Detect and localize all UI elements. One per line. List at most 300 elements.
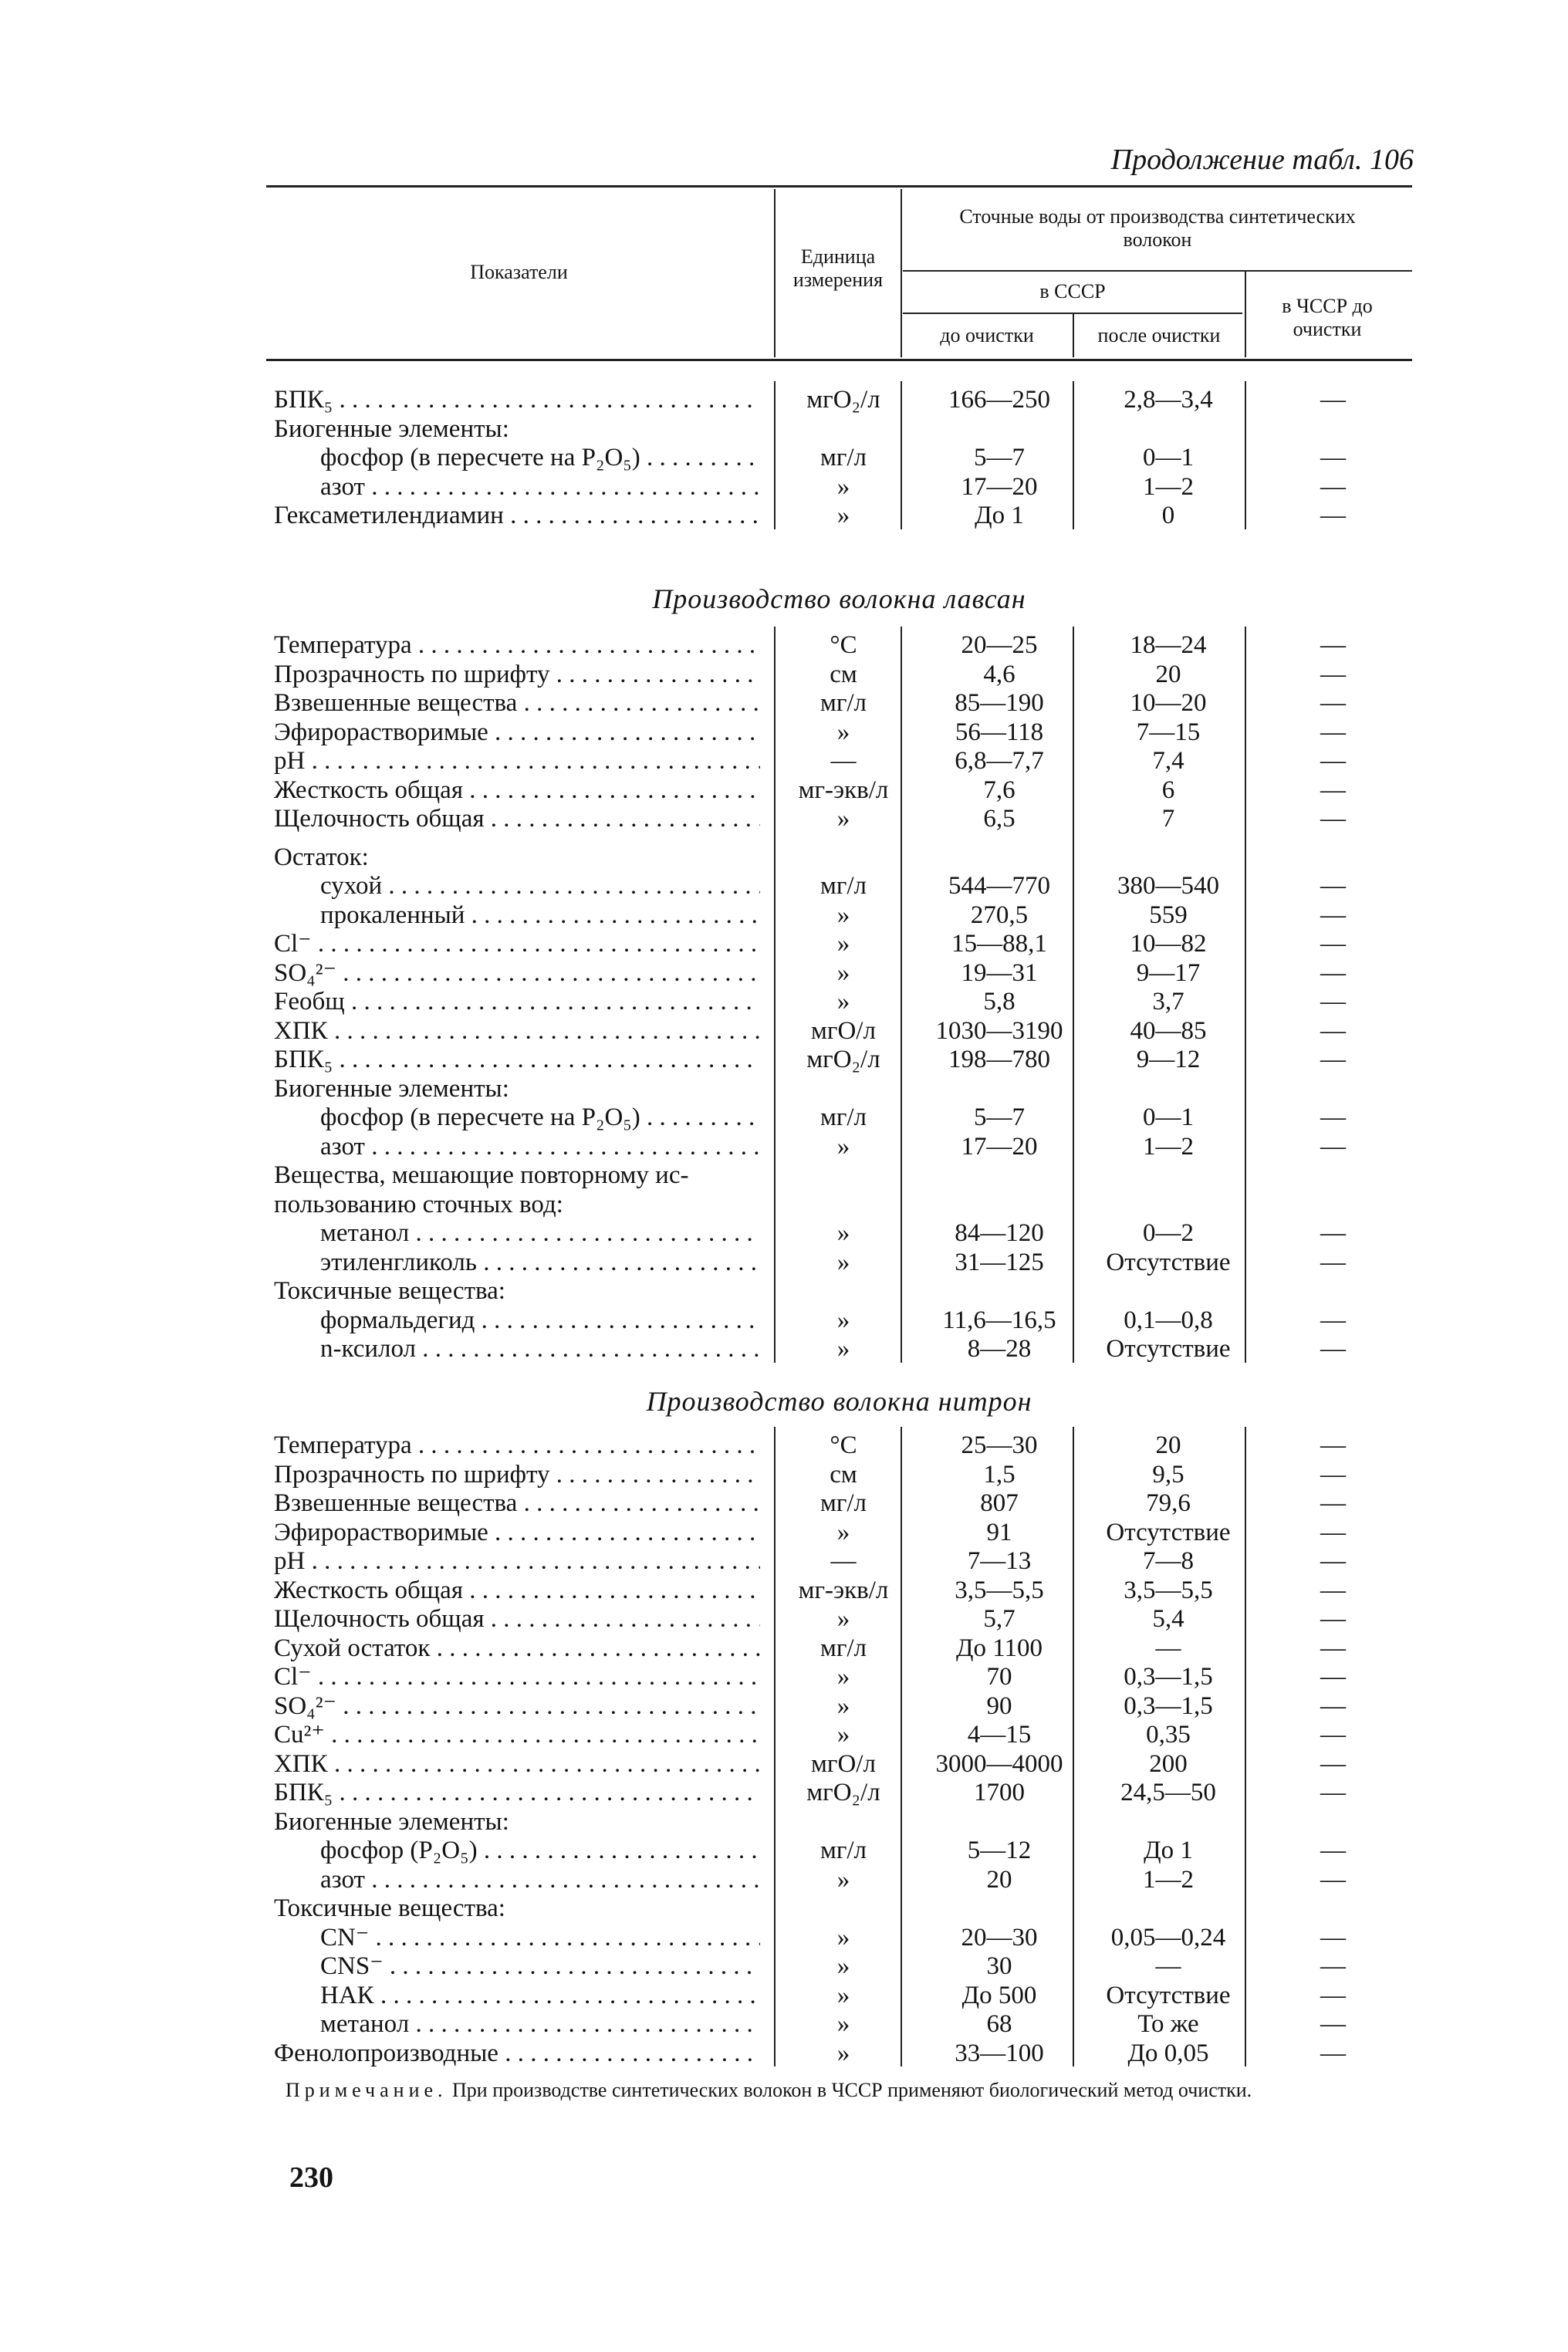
indicator-cell: БПК₅ . . . — [274, 386, 760, 414]
indicator-cell: БПК₅ . . . — [274, 1779, 760, 1806]
after-treatment-cell: 5,4 — [1152, 1605, 1184, 1633]
before-treatment-cell: 166—250 — [948, 386, 1050, 414]
after-treatment-cell: 20 — [1155, 660, 1181, 688]
indicator-cell: n-ксилол . . . — [320, 1335, 760, 1363]
unit-cell: мг/л — [819, 1837, 867, 1864]
indicator-cell: Температура . . . — [274, 631, 760, 659]
table-row — [266, 1576, 1412, 1604]
unit-cell: » — [836, 805, 850, 833]
after-treatment-cell: 9,5 — [1152, 1460, 1184, 1489]
before-treatment-cell: 68 — [986, 2010, 1012, 2038]
indicator-cell: Вещества, мешающие повторному ис- — [274, 1161, 689, 1189]
cssr-cell: — — [1320, 1663, 1346, 1691]
indicator-cell: Биогенные элементы: — [274, 414, 509, 443]
cssr-cell: — — [1320, 1306, 1346, 1334]
unit-cell: » — [836, 901, 850, 929]
header-bottom-rule — [266, 359, 1412, 361]
indicator-cell: Cl⁻ . . . — [274, 1663, 760, 1691]
header-cssr: в ЧССР до очистки — [1282, 295, 1373, 340]
unit-cell: » — [836, 472, 850, 501]
table-row — [266, 1519, 1412, 1546]
unit-cell: мг/л — [819, 1634, 867, 1662]
indicator-cell: метанол . . . — [320, 2010, 760, 2038]
before-treatment-cell: 198—780 — [948, 1046, 1050, 1073]
after-treatment-cell: 1—2 — [1143, 1865, 1194, 1894]
unit-cell: » — [836, 988, 850, 1015]
table-row — [266, 1808, 1412, 1836]
unit-cell: » — [836, 1721, 850, 1749]
before-treatment-cell: 3,5—5,5 — [955, 1576, 1044, 1604]
before-treatment-cell: 56—118 — [955, 718, 1044, 746]
cssr-cell: — — [1320, 472, 1346, 501]
unit-cell: » — [836, 1335, 850, 1363]
unit-cell: » — [836, 1518, 850, 1546]
header-indicators: Показатели — [470, 261, 568, 283]
cssr-cell: — — [1320, 660, 1346, 688]
cssr-cell: — — [1320, 2039, 1346, 2067]
unit-cell: » — [836, 1248, 850, 1276]
cssr-cell: — — [1320, 1248, 1346, 1276]
indicator-cell: сухой . . . — [320, 872, 760, 900]
table-caption: Продолжение табл. 106 — [1110, 144, 1414, 176]
table-row — [266, 959, 1412, 987]
after-treatment-cell: 559 — [1149, 901, 1188, 929]
unit-cell: мг/л — [819, 444, 867, 471]
table-row — [266, 1779, 1412, 1806]
unit-cell: » — [836, 958, 850, 987]
indicator-cell: Прозрачность по шрифту . . . — [274, 661, 760, 688]
after-treatment-cell: 380—540 — [1117, 872, 1219, 900]
unit-cell: » — [836, 502, 850, 529]
section-title-nitron: Производство волокна нитрон — [646, 1386, 1032, 1417]
indicator-cell: Остаток: — [274, 843, 369, 871]
indicator-cell: Cl⁻ . . . — [274, 930, 760, 958]
before-treatment-cell: 5,7 — [983, 1605, 1015, 1633]
indicator-cell: прокаленный . . . — [320, 901, 760, 929]
indicator-cell: формальдегид . . . — [320, 1306, 760, 1334]
before-treatment-cell: 85—190 — [955, 689, 1044, 717]
indicator-cell: Взвешенные вещества . . . — [274, 689, 760, 717]
table-row — [266, 1692, 1412, 1720]
after-treatment-cell: Отсутствие — [1106, 1981, 1231, 2009]
unit-cell: » — [836, 1981, 850, 2009]
table-row — [266, 988, 1412, 1015]
table-row — [266, 2010, 1412, 2038]
after-treatment-cell: 1—2 — [1143, 1132, 1194, 1161]
header-unit: Единица измерения — [792, 245, 884, 291]
indicator-cell: фосфор (в пересчете на P₂O₅) . . . — [320, 1103, 760, 1131]
cssr-cell: — — [1320, 1952, 1346, 1980]
footnote-text: При производстве синтетических волокон в ЧССР применяют биологический метод очистки. — [452, 2079, 1252, 2101]
indicator-cell: азот . . . — [320, 1866, 760, 1894]
cssr-cell: — — [1320, 1691, 1346, 1720]
page-number: 230 — [289, 2161, 333, 2194]
column-divider-before — [901, 627, 902, 1363]
table-row — [266, 1075, 1412, 1103]
unit-cell: » — [836, 1605, 850, 1633]
table-row — [266, 1837, 1412, 1864]
cssr-cell: — — [1320, 1103, 1346, 1131]
after-treatment-cell: 9—17 — [1136, 958, 1201, 987]
table-row — [266, 1924, 1412, 1952]
before-treatment-cell: 30 — [986, 1952, 1012, 1980]
unit-cell: » — [836, 1691, 850, 1720]
cssr-cell: — — [1320, 631, 1346, 659]
indicator-cell: Жесткость общая . . . — [274, 1576, 760, 1604]
table-row — [266, 1219, 1412, 1247]
after-treatment-cell: 40—85 — [1130, 1016, 1207, 1045]
after-treatment-cell: 0—1 — [1143, 444, 1194, 471]
cssr-cell: — — [1320, 1460, 1346, 1489]
before-treatment-cell: 7—13 — [967, 1547, 1032, 1575]
table-row — [266, 718, 1412, 746]
after-treatment-cell: 7 — [1161, 805, 1175, 833]
cssr-cell: — — [1320, 386, 1346, 414]
indicator-cell: Биогенные элементы: — [274, 1074, 509, 1103]
header-divider-before-after — [1073, 314, 1074, 357]
cssr-cell: — — [1320, 872, 1346, 900]
before-treatment-cell: До 1100 — [955, 1634, 1043, 1662]
table-top-rule — [266, 185, 1412, 188]
cssr-cell: — — [1320, 1749, 1346, 1778]
cssr-cell: — — [1320, 930, 1346, 958]
table-row — [266, 1161, 1412, 1189]
indicator-cell: Биогенные элементы: — [274, 1807, 509, 1836]
table-row — [266, 1191, 1412, 1218]
indicator-cell: Жесткость общая . . . — [274, 776, 760, 804]
before-treatment-cell: 70 — [986, 1663, 1012, 1691]
table-row — [266, 1866, 1412, 1894]
unit-cell: » — [836, 1306, 850, 1334]
unit-cell: мгО/л — [811, 1016, 876, 1045]
indicator-cell: Токсичные вещества: — [274, 1894, 505, 1922]
table-row — [266, 1982, 1412, 2009]
table-row — [266, 502, 1412, 529]
before-treatment-cell: 5,8 — [983, 988, 1015, 1015]
unit-cell: °C — [830, 631, 857, 659]
unit-cell: — — [830, 747, 857, 775]
before-treatment-cell: 5—7 — [974, 1103, 1025, 1131]
indicator-cell: БПК₅ . . . — [274, 1046, 760, 1073]
after-treatment-cell: 0 — [1161, 502, 1175, 529]
unit-cell: — — [830, 1547, 857, 1575]
after-treatment-cell: 10—20 — [1130, 689, 1207, 717]
indicator-cell: Прозрачность по шрифту . . . — [274, 1461, 760, 1489]
after-treatment-cell: То же — [1137, 2010, 1199, 2038]
before-treatment-cell: 6,5 — [983, 805, 1015, 833]
table-row — [266, 843, 1412, 871]
before-treatment-cell: 7,6 — [983, 776, 1015, 804]
header-divider-cssr — [1245, 272, 1246, 357]
after-treatment-cell: 7—8 — [1143, 1547, 1194, 1575]
before-treatment-cell: До 1 — [975, 502, 1024, 529]
indicator-cell: НАК . . . — [320, 1982, 760, 2009]
before-treatment-cell: 544—770 — [948, 872, 1050, 900]
cssr-cell: — — [1320, 1219, 1346, 1247]
column-divider-before — [901, 1427, 902, 2066]
unit-cell: см — [830, 1460, 857, 1489]
cssr-cell: — — [1320, 1576, 1346, 1604]
indicator-cell: метанол . . . — [320, 1219, 760, 1247]
after-treatment-cell: 10—82 — [1130, 930, 1207, 958]
after-treatment-cell: Отсутствие — [1106, 1518, 1231, 1546]
indicator-cell: Cu²⁺ . . . — [274, 1721, 760, 1749]
before-treatment-cell: 4—15 — [967, 1721, 1032, 1749]
table-row — [266, 1103, 1412, 1131]
after-treatment-cell: 7—15 — [1136, 718, 1201, 746]
table-row — [266, 776, 1412, 804]
after-treatment-cell: 24,5—50 — [1120, 1779, 1216, 1806]
cssr-cell: — — [1320, 1981, 1346, 2009]
before-treatment-cell: 1700 — [974, 1779, 1025, 1806]
unit-cell: » — [836, 1952, 850, 1980]
unit-cell: » — [836, 1219, 850, 1247]
indicator-cell: фосфор (P₂O₅) . . . — [320, 1837, 760, 1864]
after-treatment-cell: 0,3—1,5 — [1124, 1691, 1213, 1720]
after-treatment-cell: 0,3—1,5 — [1124, 1663, 1213, 1691]
unit-cell: » — [836, 930, 850, 958]
table-row — [266, 1277, 1412, 1305]
before-treatment-cell: 20—30 — [961, 1923, 1038, 1952]
after-treatment-cell: 7,4 — [1152, 747, 1184, 775]
after-treatment-cell: — — [1155, 1952, 1181, 1980]
after-treatment-cell: 3,5—5,5 — [1124, 1576, 1213, 1604]
indicator-cell: Сухой остаток . . . — [274, 1634, 760, 1662]
before-treatment-cell: 91 — [986, 1518, 1012, 1546]
after-treatment-cell: 1—2 — [1143, 472, 1194, 501]
column-divider-unit — [774, 627, 776, 1363]
before-treatment-cell: 20 — [986, 1865, 1012, 1894]
column-divider-cssr — [1245, 381, 1246, 529]
column-divider-before — [901, 381, 902, 529]
cssr-cell: — — [1320, 1865, 1346, 1894]
after-treatment-cell: 20 — [1155, 1431, 1181, 1459]
indicator-cell: SO₄²⁻ . . . — [274, 959, 760, 987]
header-ussr: в СССР — [1039, 280, 1106, 302]
before-treatment-cell: 3000—4000 — [935, 1749, 1063, 1778]
indicator-cell: Щелочность общая . . . — [274, 1605, 760, 1633]
table-row — [266, 930, 1412, 958]
header-wastewater: Сточные воды от производства синтетических волокон — [959, 205, 1356, 251]
indicator-cell: Фенолопроизводные . . . — [274, 2039, 760, 2067]
after-treatment-cell: 9—12 — [1136, 1046, 1201, 1073]
after-treatment-cell: 79,6 — [1146, 1489, 1191, 1517]
table-row — [266, 1461, 1412, 1489]
cssr-cell: — — [1320, 1489, 1346, 1517]
table-row — [266, 872, 1412, 900]
after-treatment-cell: 0—2 — [1143, 1219, 1194, 1247]
header-after: после очистки — [1097, 324, 1221, 346]
unit-cell: » — [836, 1132, 850, 1161]
unit-cell: » — [836, 718, 850, 746]
unit-cell: » — [836, 1865, 850, 1894]
before-treatment-cell: 19—31 — [961, 958, 1038, 987]
before-treatment-cell: 8—28 — [967, 1335, 1032, 1363]
table-row — [266, 1634, 1412, 1662]
before-treatment-cell: 31—125 — [955, 1248, 1044, 1276]
indicator-cell: ХПК . . . — [274, 1017, 760, 1045]
before-treatment-cell: 11,6—16,5 — [942, 1306, 1056, 1334]
unit-cell: » — [836, 1923, 850, 1952]
table-row — [266, 1605, 1412, 1633]
table-row — [266, 631, 1412, 659]
before-treatment-cell: 5—7 — [974, 444, 1025, 471]
cssr-cell: — — [1320, 444, 1346, 471]
table-row — [266, 1547, 1412, 1575]
cssr-cell: — — [1320, 1837, 1346, 1864]
table-row — [266, 1306, 1412, 1334]
before-treatment-cell: 33—100 — [955, 2039, 1044, 2067]
after-treatment-cell: Отсутствие — [1106, 1335, 1231, 1363]
footnote — [286, 2077, 1428, 2104]
after-treatment-cell: 0,35 — [1146, 1721, 1191, 1749]
table-row — [266, 473, 1412, 501]
indicator-cell: пользованию сточных вод: — [274, 1190, 563, 1218]
indicator-cell: Эфирорастворимые . . . — [274, 1519, 760, 1546]
table-row — [266, 1952, 1412, 1980]
indicator-cell: азот . . . — [320, 1133, 760, 1161]
cssr-cell: — — [1320, 1779, 1346, 1806]
indicator-cell: CNS⁻ . . . — [320, 1952, 760, 1980]
table-row — [266, 1133, 1412, 1161]
before-treatment-cell: 1,5 — [983, 1460, 1015, 1489]
cssr-cell: — — [1320, 1431, 1346, 1459]
unit-cell: » — [836, 1663, 850, 1691]
after-treatment-cell: До 1 — [1144, 1837, 1193, 1864]
before-treatment-cell: 5—12 — [967, 1837, 1032, 1864]
table-row — [266, 1489, 1412, 1517]
cssr-cell: — — [1320, 805, 1346, 833]
indicator-cell: pH . . . — [274, 747, 760, 775]
unit-cell: мгО₂/л — [806, 1046, 880, 1073]
table-row — [266, 386, 1412, 414]
header-divider-values — [901, 189, 902, 357]
column-divider-cssr — [1245, 627, 1246, 1363]
before-treatment-cell: 270,5 — [970, 901, 1029, 929]
cssr-cell: — — [1320, 1046, 1346, 1073]
after-treatment-cell: До 0,05 — [1127, 2039, 1209, 2067]
unit-cell: мгО₂/л — [806, 1779, 880, 1806]
unit-cell: °C — [830, 1431, 857, 1459]
indicator-cell: Взвешенные вещества . . . — [274, 1489, 760, 1517]
unit-cell: » — [836, 2010, 850, 2038]
after-treatment-cell: 18—24 — [1130, 631, 1207, 659]
table-row — [266, 805, 1412, 833]
cssr-cell: — — [1320, 1335, 1346, 1363]
column-divider-unit — [774, 1427, 776, 2066]
unit-cell: мгО/л — [811, 1749, 876, 1778]
footnote-label: Примечание. — [286, 2079, 448, 2101]
indicator-cell: этиленгликоль . . . — [320, 1249, 760, 1276]
cssr-cell: — — [1320, 1721, 1346, 1749]
unit-cell: мг-экв/л — [798, 776, 889, 804]
cssr-cell: — — [1320, 1634, 1346, 1662]
after-treatment-cell: 3,7 — [1152, 988, 1184, 1015]
cssr-cell: — — [1320, 1132, 1346, 1161]
table-row — [266, 901, 1412, 929]
table-row — [266, 747, 1412, 775]
indicator-cell: Температура . . . — [274, 1431, 760, 1459]
before-treatment-cell: 6,8—7,7 — [955, 747, 1044, 775]
after-treatment-cell: 2,8—3,4 — [1124, 386, 1213, 414]
indicator-cell: Feобщ . . . — [274, 988, 760, 1015]
before-treatment-cell: До 500 — [961, 1981, 1037, 2009]
indicator-cell: pH . . . — [274, 1547, 760, 1575]
table-row — [266, 661, 1412, 688]
indicator-cell: Гексаметилендиамин . . . — [274, 502, 760, 529]
unit-cell: мг/л — [819, 689, 867, 717]
cssr-cell: — — [1320, 901, 1346, 929]
section-title-lavsan: Производство волокна лавсан — [652, 583, 1026, 614]
before-treatment-cell: 1030—3190 — [935, 1016, 1063, 1045]
table-row — [266, 444, 1412, 471]
unit-cell: мгО₂/л — [806, 386, 880, 414]
before-treatment-cell: 17—20 — [961, 1132, 1038, 1161]
header-divider-unit — [774, 189, 776, 357]
before-treatment-cell: 84—120 — [955, 1219, 1044, 1247]
column-divider-after — [1073, 1427, 1074, 2066]
before-treatment-cell: 15—88,1 — [951, 930, 1047, 958]
after-treatment-cell: 0,05—0,24 — [1110, 1923, 1226, 1952]
cssr-cell: — — [1320, 689, 1346, 717]
unit-cell: мг/л — [819, 872, 867, 900]
indicator-cell: ХПК . . . — [274, 1750, 760, 1778]
cssr-cell: — — [1320, 1016, 1346, 1045]
cssr-cell: — — [1320, 2010, 1346, 2038]
after-treatment-cell: 0,1—0,8 — [1124, 1306, 1213, 1334]
cssr-cell: — — [1320, 1605, 1346, 1633]
table-row — [266, 1431, 1412, 1459]
cssr-cell: — — [1320, 747, 1346, 775]
unit-cell: мг-экв/л — [798, 1576, 889, 1604]
unit-cell: мг/л — [819, 1489, 867, 1517]
before-treatment-cell: 90 — [986, 1691, 1012, 1720]
table-row — [266, 1894, 1412, 1922]
unit-cell: мг/л — [819, 1103, 867, 1131]
cssr-cell: — — [1320, 1518, 1346, 1546]
before-treatment-cell: 25—30 — [961, 1431, 1038, 1459]
indicator-cell: Щелочность общая . . . — [274, 805, 760, 833]
cssr-cell: — — [1320, 1547, 1346, 1575]
indicator-cell: SO₄²⁻ . . . — [274, 1692, 760, 1720]
table-row — [266, 1721, 1412, 1749]
column-divider-after — [1073, 627, 1074, 1363]
cssr-cell: — — [1320, 958, 1346, 987]
column-divider-after — [1073, 381, 1074, 529]
table-row — [266, 2039, 1412, 2067]
indicator-cell: CN⁻ . . . — [320, 1924, 760, 1952]
after-treatment-cell: 200 — [1149, 1749, 1188, 1778]
unit-cell: » — [836, 2039, 850, 2067]
cssr-cell: — — [1320, 718, 1346, 746]
indicator-cell: азот . . . — [320, 473, 760, 501]
after-treatment-cell: 6 — [1161, 776, 1175, 804]
table-row — [266, 1663, 1412, 1691]
table-row — [266, 415, 1412, 443]
after-treatment-cell: 0—1 — [1143, 1103, 1194, 1131]
table-row — [266, 1750, 1412, 1778]
cssr-cell: — — [1320, 1923, 1346, 1952]
before-treatment-cell: 20—25 — [961, 631, 1038, 659]
table-row — [266, 1249, 1412, 1276]
before-treatment-cell: 807 — [980, 1489, 1019, 1517]
before-treatment-cell: 4,6 — [983, 660, 1015, 688]
table-row — [266, 1335, 1412, 1363]
after-treatment-cell: — — [1155, 1634, 1181, 1662]
column-divider-cssr — [1245, 1427, 1246, 2066]
indicator-cell: фосфор (в пересчете на P₂O₅) . . . — [320, 444, 760, 471]
indicator-cell: Эфирорастворимые . . . — [274, 718, 760, 746]
